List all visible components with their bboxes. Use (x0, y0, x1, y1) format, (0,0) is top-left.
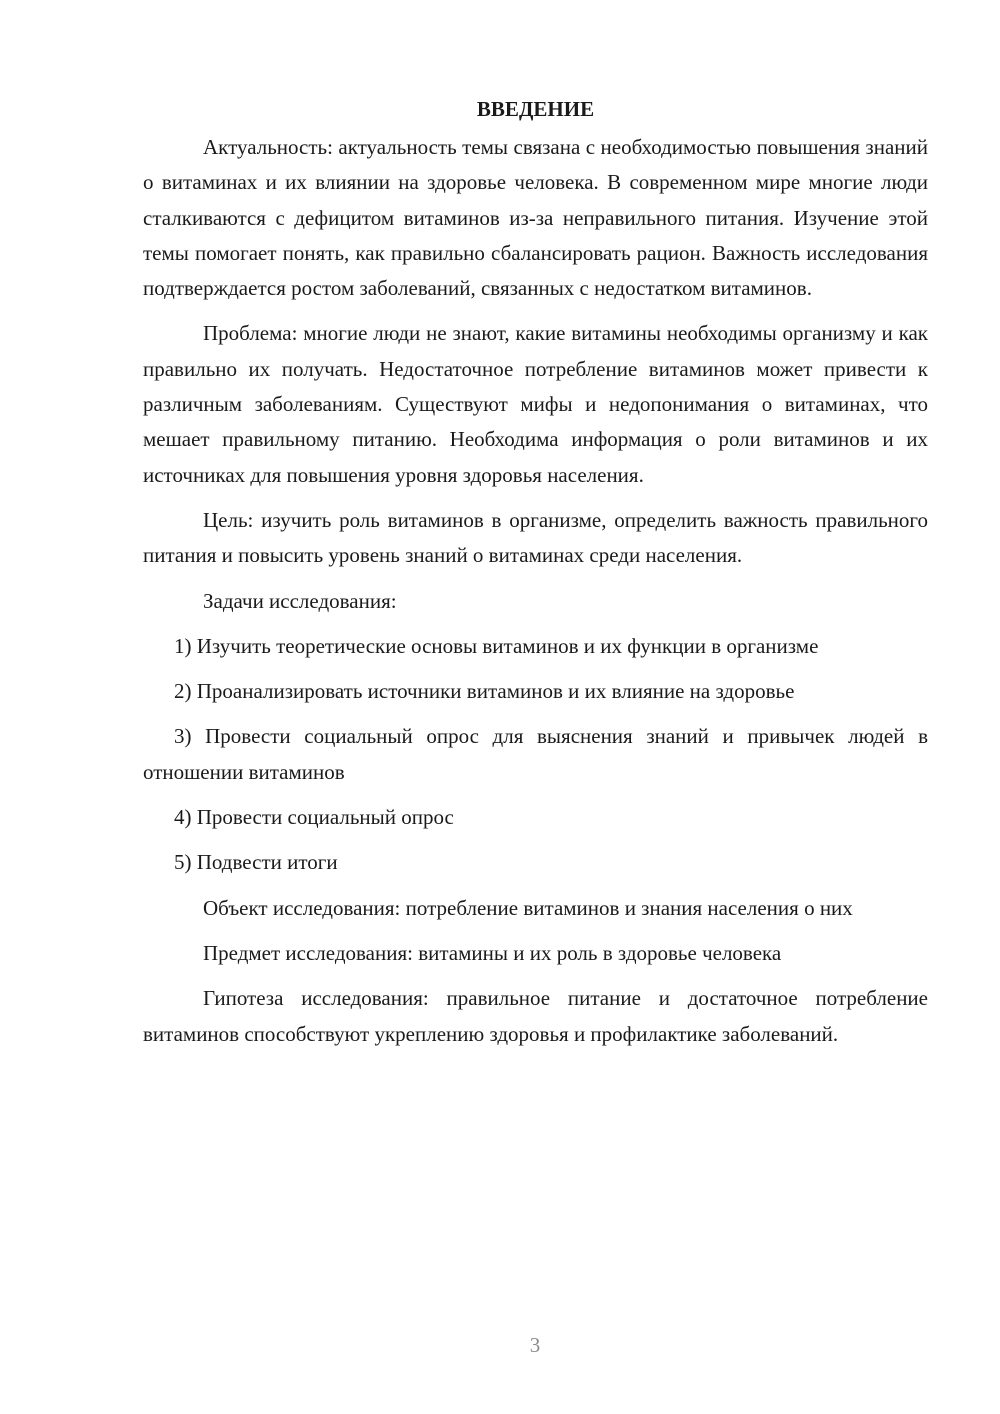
paragraph-hypothesis: Гипотеза исследования: правильное питание и достаточное потребление витаминов способствуют укреплению здоровья и профилактике заболеваний. (143, 986, 928, 1046)
list-item: 3) Провести социальный опрос для выяснения знаний и привычек людей в отношении витаминов (143, 724, 928, 784)
paragraph-problem: Проблема: многие люди не знают, какие витамины необходимы организму и как правильно их получать. Недостаточное потребление витаминов может привести к различным заболеваниям. Существуют мифы и недопонимания о витаминах, что мешает правильному питанию. Необходима информация о роли витаминов и их источниках для повышения уровня здоровья населения. (143, 321, 928, 487)
paragraph-object: Объект исследования: потребление витаминов и знания населения о них (203, 895, 853, 920)
list-item: 2) Проанализировать источники витаминов и их влияние на здоровье (174, 679, 795, 704)
list-item: 4) Провести социальный опрос (174, 805, 454, 830)
paragraph-goal: Цель: изучить роль витаминов в организме, определить важность правильного питания и повысить уровень знаний о витаминах среди населения. (143, 507, 928, 568)
page-number: 3 (529, 1333, 541, 1357)
list-item: 5) Подвести итоги (174, 850, 338, 875)
tasks-list (143, 629, 928, 881)
list-item: 1) Изучить теоретические основы витаминов и их функции в организме (174, 633, 819, 658)
paragraph-relevance: Актуальность: актуальность темы связана с необходимостью повышения знаний о витаминах и их влиянии на здоровье человека. В современном мире многие люди сталкиваются с дефицитом витаминов из-за неправильного питания. Изучение этой темы помогает понять, как правильно сбалансировать рацион. Важность исследования подтверждается ростом заболеваний, связанных с недостатком витаминов. (143, 135, 928, 301)
tasks-heading: Задачи исследования: (203, 588, 397, 613)
document-page (143, 92, 928, 1052)
paragraph-subject: Предмет исследования: витамины и их роль в здоровье человека (203, 940, 782, 965)
page-title: ВВЕДЕНИЕ (476, 97, 595, 121)
